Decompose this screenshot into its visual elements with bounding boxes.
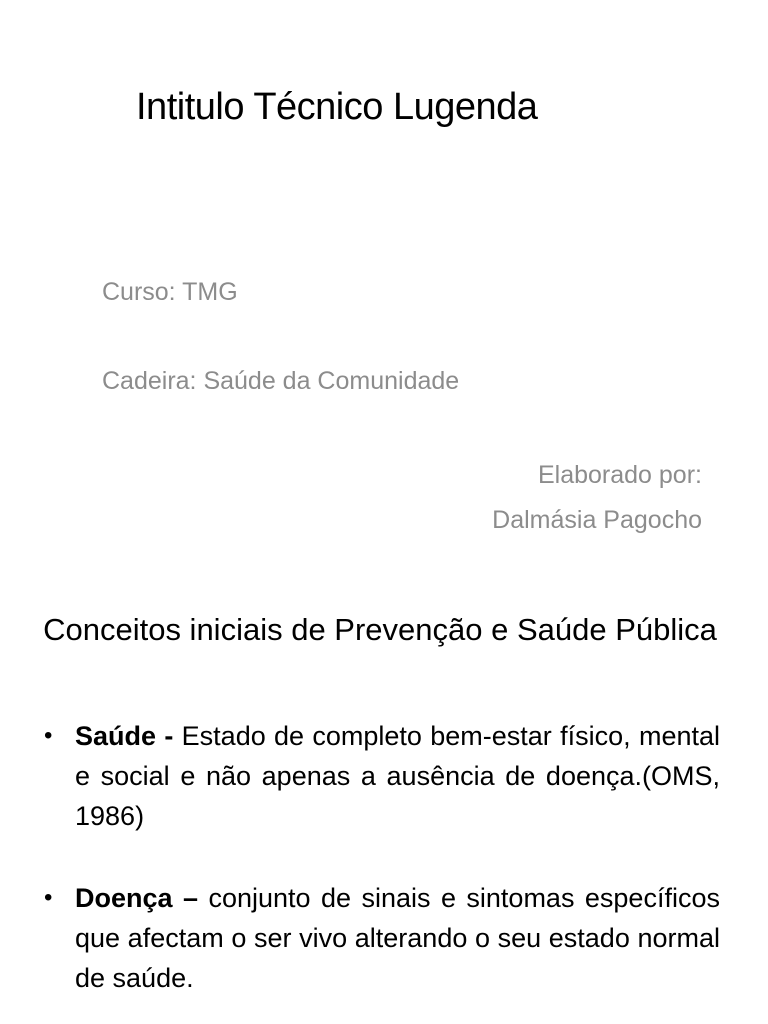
author-name: Dalmásia Pagocho [492,506,702,534]
definition-list [44,716,720,998]
bullet-icon: • [44,722,53,749]
definition-text: conjunto de sinais e sintomas específicos que afectam o ser vivo alterando o seu estado normal de saúde. [75,883,720,993]
definition-item-doenca [44,878,720,998]
document-title: Intitulo Técnico Lugenda [136,86,538,128]
definition-term: Saúde - [75,721,174,751]
course-info: Curso: TMG [102,278,238,306]
bullet-icon: • [44,884,53,911]
definition-item-saude [44,716,720,836]
section-title: Conceitos iniciais de Prevenção e Saúde Pública [43,612,717,647]
definition-term: Doença – [75,883,198,913]
author-block [492,453,702,543]
subject-info: Cadeira: Saúde da Comunidade [102,367,460,395]
author-label: Elaborado por: [537,461,702,489]
definition-text: Estado de completo bem-estar físico, mental e social e não apenas a ausência de doença.(OMS, 1986) [75,721,720,831]
